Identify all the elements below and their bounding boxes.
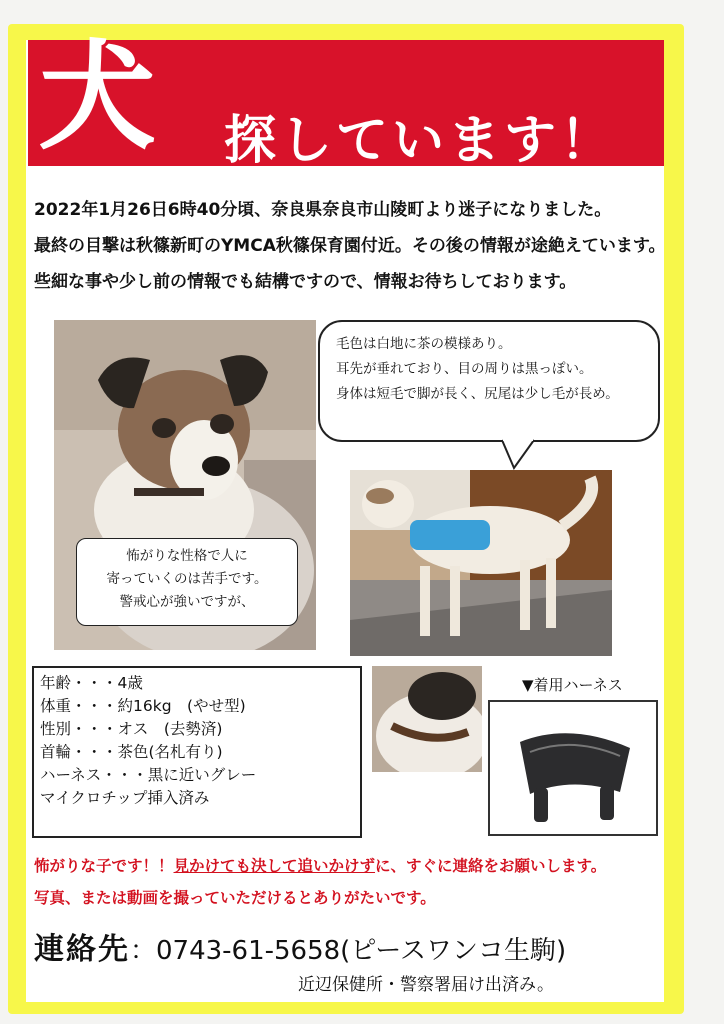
detail-age: 年齢・・・4歳 <box>40 674 143 692</box>
speech-line: 毛色は白地に茶の模様あり。 <box>336 336 512 352</box>
detail-harness: ハーネス・・・黒に近いグレー <box>40 766 257 784</box>
harness-label: ▼着用ハーネス <box>522 676 623 694</box>
contact-phone: ：0743-61-5658(ピースワンコ生駒) <box>130 936 567 966</box>
intro-line: 最終の目撃は秋篠新町のYMCA秋篠保育園付近。その後の情報が途絶えています。 <box>34 236 666 256</box>
warning-line-1 <box>34 850 606 882</box>
footer-note: 近辺保健所・警察署届け出済み。 <box>298 975 555 995</box>
caption-line: 寄っていくのは苦手です。 <box>106 571 268 587</box>
dog-collar-photo <box>372 666 482 772</box>
caption-line: 警戒心が強いですが、 <box>119 594 255 610</box>
dog-body-illustration <box>350 470 612 656</box>
title-text: 探しています！ <box>224 111 617 171</box>
title-banner <box>28 28 664 171</box>
dog-face-photo <box>54 320 316 650</box>
intro-line: 2022年1月26日6時40分頃、奈良県奈良市山陵町より迷子になりました。 <box>34 200 612 220</box>
speech-line: 耳先が垂れており、目の周りは黒っぽい。 <box>336 361 593 377</box>
title-dog-char: 犬 <box>38 28 157 166</box>
harness-illustration <box>490 702 656 834</box>
detail-weight: 体重・・・約16kg (やせ型) <box>40 697 246 715</box>
contact-line <box>34 924 566 968</box>
detail-microchip: マイクロチップ挿入済み <box>40 789 210 807</box>
dog-collar-illustration <box>372 666 482 772</box>
dog-details-box <box>32 666 362 838</box>
dog-harness-photo <box>350 470 612 656</box>
detail-collar: 首輪・・・茶色(名札有り) <box>40 743 223 761</box>
warning-dont-chase: 見かけても決して追いかけず <box>173 857 376 875</box>
speech-line: 身体は短毛で脚が長く、尻尾は少し毛が長め。 <box>336 386 619 402</box>
warning-text <box>34 850 606 914</box>
warning-contact: に、すぐに連絡をお願いします。 <box>375 857 607 875</box>
warning-scared: 怖がりな子です！！ <box>34 857 174 875</box>
appearance-speech-bubble <box>318 320 660 442</box>
warning-line-2: 写真、または動画を撮っていただけるとありがたいです。 <box>34 889 436 907</box>
detail-sex: 性別・・・オス (去勢済) <box>40 720 223 738</box>
intro-text <box>34 192 674 300</box>
temperament-caption <box>76 538 298 626</box>
contact-label: 連絡先 <box>34 932 130 967</box>
harness-photo <box>488 700 658 836</box>
speech-bubble-tail <box>500 438 540 472</box>
caption-line: 怖がりな性格で人に <box>126 548 248 564</box>
intro-line: 些細な事や少し前の情報でも結構ですので、情報お待ちしております。 <box>34 272 577 292</box>
